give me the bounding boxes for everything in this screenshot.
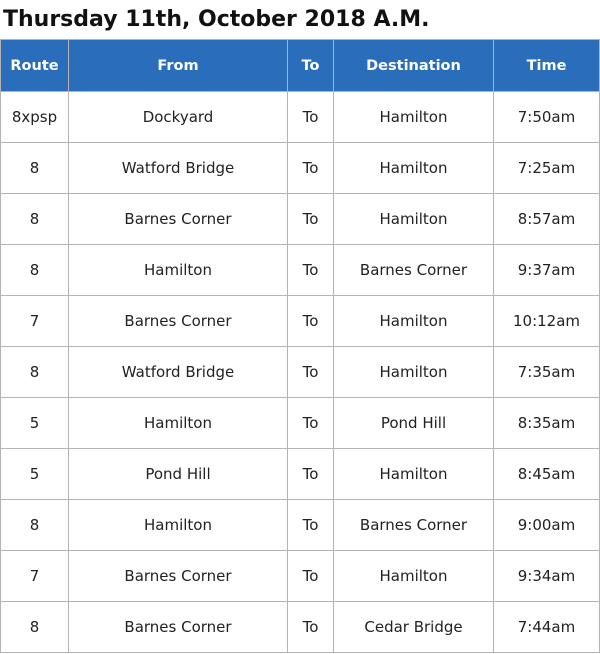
cell-from: Dockyard bbox=[69, 92, 288, 143]
header-time: Time bbox=[494, 40, 600, 92]
cell-to: To bbox=[288, 602, 334, 653]
cell-to: To bbox=[288, 92, 334, 143]
cell-destination: Hamilton bbox=[334, 449, 494, 500]
cell-time: 8:45am bbox=[494, 449, 600, 500]
cell-route: 8 bbox=[1, 245, 69, 296]
cell-to: To bbox=[288, 347, 334, 398]
cell-from: Barnes Corner bbox=[69, 296, 288, 347]
cell-time: 8:35am bbox=[494, 398, 600, 449]
cell-time: 8:57am bbox=[494, 194, 600, 245]
table-header bbox=[1, 40, 600, 92]
cell-to: To bbox=[288, 296, 334, 347]
cell-destination: Pond Hill bbox=[334, 398, 494, 449]
header-destination: Destination bbox=[334, 40, 494, 92]
cell-from: Pond Hill bbox=[69, 449, 288, 500]
table-row bbox=[1, 500, 600, 551]
cell-destination: Hamilton bbox=[334, 92, 494, 143]
bus-schedule-table bbox=[0, 39, 600, 653]
header-route: Route bbox=[1, 40, 69, 92]
table-row bbox=[1, 602, 600, 653]
cell-route: 8xpsp bbox=[1, 92, 69, 143]
page-title: Thursday 11th, October 2018 A.M. bbox=[3, 7, 430, 32]
cell-time: 9:34am bbox=[494, 551, 600, 602]
cell-to: To bbox=[288, 194, 334, 245]
cell-from: Barnes Corner bbox=[69, 551, 288, 602]
header-from: From bbox=[69, 40, 288, 92]
table-row bbox=[1, 398, 600, 449]
cell-route: 7 bbox=[1, 296, 69, 347]
table-row bbox=[1, 296, 600, 347]
cell-route: 8 bbox=[1, 194, 69, 245]
cell-from: Barnes Corner bbox=[69, 194, 288, 245]
cell-time: 9:00am bbox=[494, 500, 600, 551]
table-row bbox=[1, 143, 600, 194]
cell-from: Hamilton bbox=[69, 500, 288, 551]
cell-route: 8 bbox=[1, 347, 69, 398]
header-row bbox=[1, 40, 600, 92]
cell-destination: Barnes Corner bbox=[334, 500, 494, 551]
cell-time: 7:35am bbox=[494, 347, 600, 398]
cell-from: Watford Bridge bbox=[69, 143, 288, 194]
table-row bbox=[1, 449, 600, 500]
cell-destination: Cedar Bridge bbox=[334, 602, 494, 653]
cell-destination: Hamilton bbox=[334, 551, 494, 602]
cell-time: 10:12am bbox=[494, 296, 600, 347]
table-row bbox=[1, 245, 600, 296]
cell-to: To bbox=[288, 449, 334, 500]
cell-time: 7:25am bbox=[494, 143, 600, 194]
cell-route: 8 bbox=[1, 143, 69, 194]
cell-from: Watford Bridge bbox=[69, 347, 288, 398]
cell-route: 5 bbox=[1, 449, 69, 500]
cell-destination: Hamilton bbox=[334, 143, 494, 194]
table-row bbox=[1, 551, 600, 602]
cell-to: To bbox=[288, 551, 334, 602]
table-body bbox=[1, 92, 600, 653]
cell-from: Hamilton bbox=[69, 398, 288, 449]
cell-time: 7:44am bbox=[494, 602, 600, 653]
table-row bbox=[1, 347, 600, 398]
cell-destination: Hamilton bbox=[334, 194, 494, 245]
cell-to: To bbox=[288, 245, 334, 296]
cell-from: Hamilton bbox=[69, 245, 288, 296]
cell-from: Barnes Corner bbox=[69, 602, 288, 653]
cell-route: 7 bbox=[1, 551, 69, 602]
cell-route: 8 bbox=[1, 500, 69, 551]
cell-time: 9:37am bbox=[494, 245, 600, 296]
cell-to: To bbox=[288, 143, 334, 194]
cell-destination: Barnes Corner bbox=[334, 245, 494, 296]
cell-to: To bbox=[288, 500, 334, 551]
cell-destination: Hamilton bbox=[334, 296, 494, 347]
table-row bbox=[1, 92, 600, 143]
cell-time: 7:50am bbox=[494, 92, 600, 143]
cell-destination: Hamilton bbox=[334, 347, 494, 398]
cell-route: 8 bbox=[1, 602, 69, 653]
cell-route: 5 bbox=[1, 398, 69, 449]
header-to: To bbox=[288, 40, 334, 92]
cell-to: To bbox=[288, 398, 334, 449]
table-row bbox=[1, 194, 600, 245]
